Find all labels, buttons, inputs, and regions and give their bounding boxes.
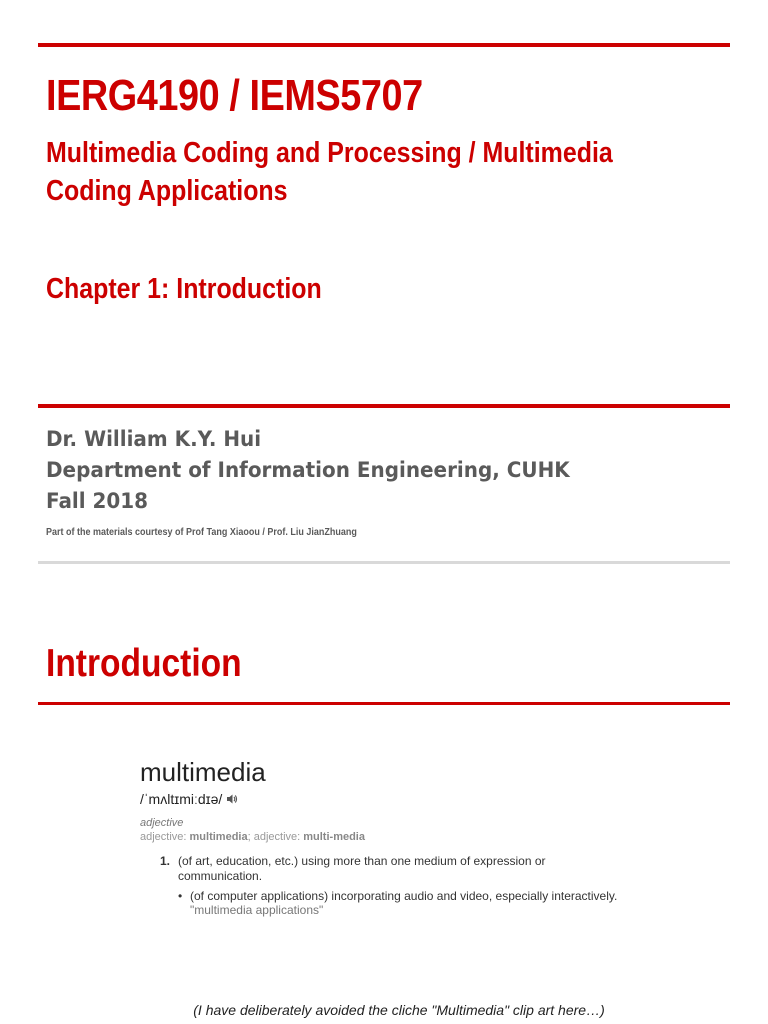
- term: Fall 2018: [46, 489, 149, 513]
- dictionary-definition: [140, 756, 660, 917]
- introduction-red-rule: [38, 702, 730, 705]
- form-2: multi-media: [303, 831, 365, 843]
- chapter-title: Chapter 1: Introduction: [46, 273, 322, 305]
- slide-divider: [38, 561, 730, 564]
- pronunciation: /ˈmʌltɪmiːdɪə/: [140, 791, 223, 807]
- subsense-text: (of computer applications) incorporating audio and video, especially interactively.: [190, 889, 618, 903]
- author-block: [46, 424, 570, 517]
- definition-senses: [140, 854, 660, 917]
- word-forms: [140, 830, 660, 844]
- pronunciation-row: [140, 790, 660, 808]
- middle-red-rule: [38, 404, 730, 408]
- course-code: IERG4190 / IEMS5707: [46, 71, 423, 120]
- dictionary-word: multimedia: [140, 757, 266, 787]
- course-title: Multimedia Coding and Processing / Multimedia Coding Applications: [46, 137, 613, 207]
- introduction-heading: Introduction: [46, 642, 242, 685]
- bullet: •: [178, 889, 183, 903]
- credit-note: Part of the materials courtesy of Prof Tang Xiaoou / Prof. Liu JianZhuang: [46, 527, 357, 538]
- sense-1: [160, 854, 660, 884]
- forms-separator: ; adjective:: [247, 831, 304, 843]
- part-of-speech: adjective: [140, 817, 184, 829]
- sense-number: 1.: [160, 854, 171, 868]
- footnote: (I have deliberately avoided the cliche "Multimedia" clip art here…): [193, 1002, 605, 1018]
- top-red-rule: [38, 43, 730, 47]
- sense-text: (of art, education, etc.) using more than one medium of expression or communication.: [178, 854, 546, 883]
- department-name: Department of Information Engineering, CUHK: [46, 458, 570, 482]
- author-name: Dr. William K.Y. Hui: [46, 427, 262, 451]
- form-1: multimedia: [189, 831, 248, 843]
- subsense: [178, 889, 660, 917]
- speaker-icon[interactable]: [226, 793, 238, 805]
- forms-prefix: adjective:: [140, 831, 190, 843]
- subsense-body: [190, 889, 617, 917]
- usage-example: "multimedia applications": [190, 903, 324, 917]
